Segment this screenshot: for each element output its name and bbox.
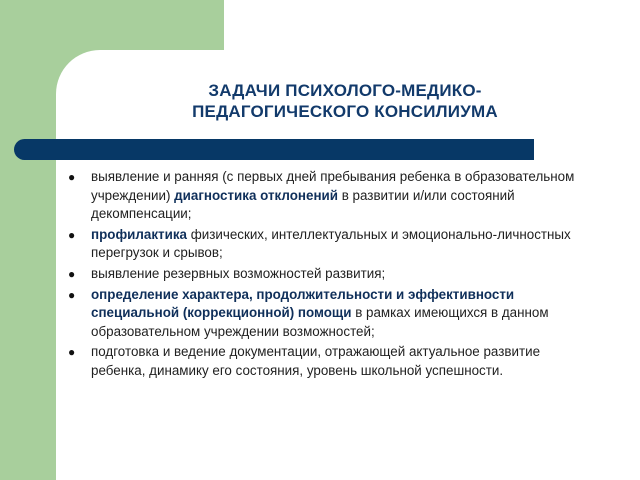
title-divider-bar [14, 139, 534, 160]
bullet-icon: ● [68, 266, 76, 281]
slide-title [110, 80, 580, 122]
slide-title-line-1: ЗАДАЧИ ПСИХОЛОГО-МЕДИКО- [208, 81, 482, 100]
list-item: ● определение характера, продолжительности и эффективности специальной (коррекционной) помощи в рамках имеющихся в данном образовательном учреждении возможностей; [68, 286, 549, 339]
list-item: ● выявление и ранняя (с первых дней пребывания ребенка в образовательном учреждении) диагностика отклонений в развитии и/или состояний декомпенсации; [68, 169, 575, 222]
list-item: ● профилактика физических, интеллектуальных и эмоционально-личностных перегрузок и срывов; [68, 226, 571, 261]
list-item: ● выявление резервных возможностей развития; [91, 265, 581, 284]
bullet-icon: ● [68, 227, 76, 242]
bullet-icon: ● [68, 345, 76, 360]
bullet-icon: ● [68, 170, 76, 184]
list-item: ● подготовка и ведение документации, отражающей актуальное развитие ребенка, динамику его состояния, уровень школьной успешности. [68, 344, 541, 378]
slide-title-line-2: ПЕДАГОГИЧЕСКОГО КОНСИЛИУМА [192, 102, 498, 121]
task-list [68, 168, 581, 383]
bullet-icon: ● [68, 287, 76, 302]
